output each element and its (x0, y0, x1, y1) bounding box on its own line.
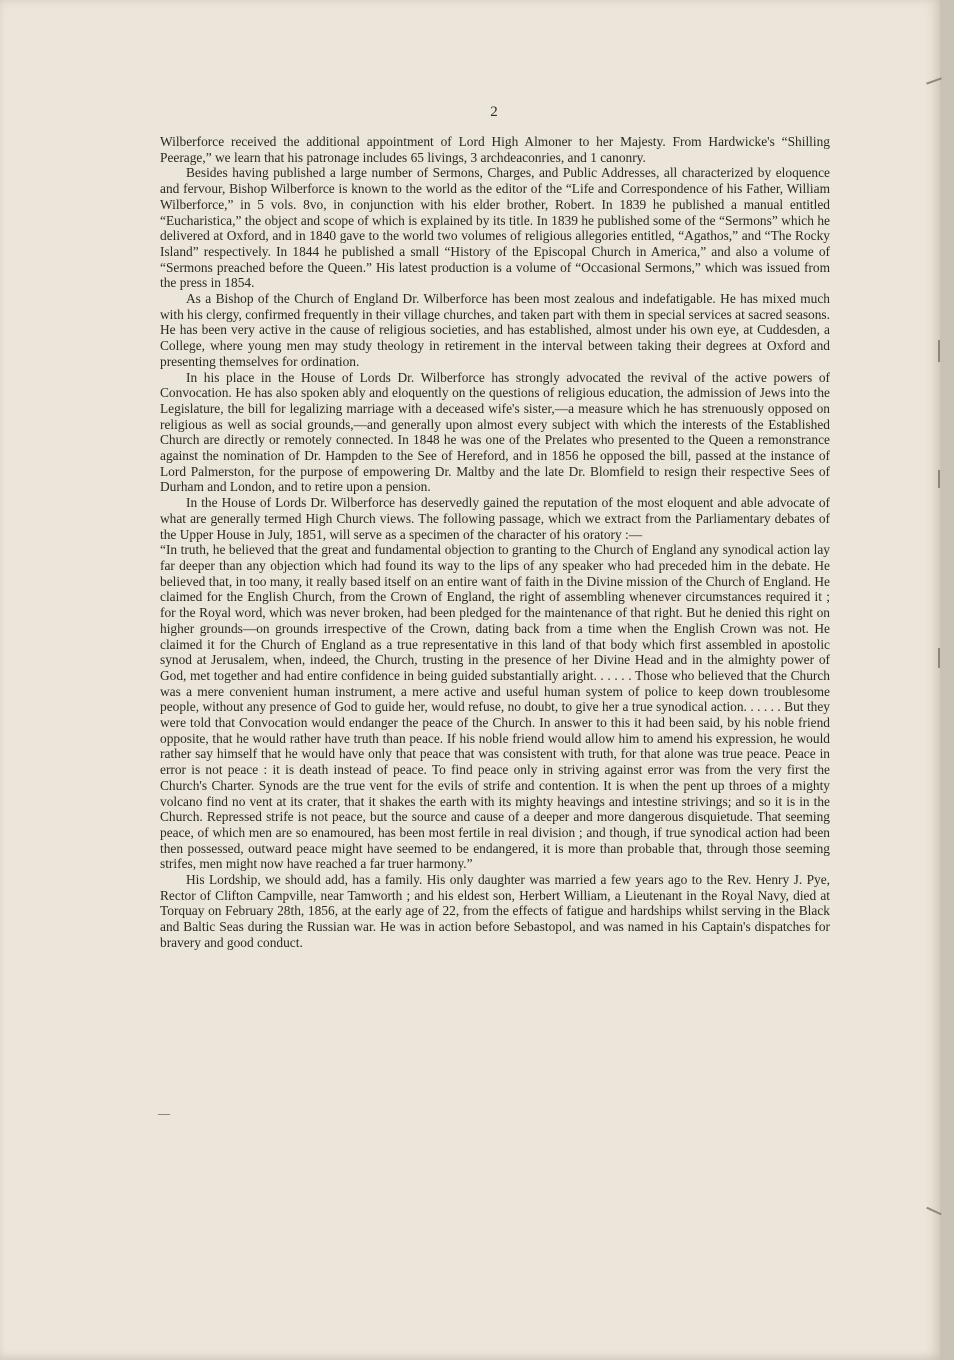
paragraph: In the House of Lords Dr. Wilberforce has deservedly gained the reputation of the most eloquent and able advocate of what are generally termed High Church views. The following passage, which we extract from the Parliamentary debates of the Upper House in July, 1851, will serve as a specimen of the character of his oratory :— (160, 495, 830, 542)
edge-mark (938, 648, 940, 668)
edge-mark (158, 1114, 170, 1115)
edge-mark (938, 470, 940, 488)
paragraph: Wilberforce received the additional appointment of Lord High Almoner to her Majesty. From Hardwicke's “Shilling Peerage,” we learn that his patronage includes 65 livings, 3 archdeaconries, and 1 canonry. (160, 134, 830, 165)
paragraph: As a Bishop of the Church of England Dr. Wilberforce has been most zealous and indefatigable. He has mixed much with his clergy, confirmed frequently in their village churches, and taken part with them in special services at sacred seasons. He has been very active in the cause of religious societies, and has established, almost under his own eye, at Cuddesden, a College, where young men may study theology in retirement in the interval between taking their degrees at Oxford and presenting themselves for ordination. (160, 291, 830, 369)
paragraph: In his place in the House of Lords Dr. Wilberforce has strongly advocated the revival of the active powers of Convocation. He has also spoken ably and eloquently on the questions of religious education, the admission of Jews into the Legislature, the bill for legalizing marriage with a deceased wife's sister,—a measure which he has strenuously opposed on religious as well as social grounds,—and generally upon almost every subject with which the interests of the Established Church are directly or remotely connected. In 1848 he was one of the Prelates who presented to the Queen a remonstrance against the nomination of Dr. Hampden to the See of Hereford, and in 1856 he opposed the bill, passed at the instance of Lord Palmerston, for the purpose of empowering Dr. Maltby and the late Dr. Blomfield to resign their respective Sees of Durham and London, and to retire upon a pension. (160, 369, 830, 495)
quoted-speech: “In truth, he believed that the great and fundamental objection to granting to the Church of England any synodical action lay far deeper than any objection which had found its way to the lips of any speaker who had preceded him in the debate. He believed that, in too many, it really based itself on an entire want of faith in the Divine mission of the Church of England. He claimed for the English Church, from the Crown of England, the right of assembling whenever circumstances required it ; for the Royal word, which was never broken, had been pledged for the maintenance of that right. But he denied this right on higher grounds—on grounds irrespective of the Crown, dating back from a time when the English Crown was not. He claimed it for the Church of England as a true representative in this land of that body which first assembled in apostolic synod at Jerusalem, when, indeed, the Church, trusting in the presence of her Divine Head and in the almighty power of God, met together and had entire confidence in being guided substantially aright. . . . . . Those who believed that the Church was a mere convenient human instrument, a mere active and useful human system of police to keep down troublesome people, without any presence of God to guide her, would refuse, no doubt, to give her a true synodical action. . . . . . But they were told that Convocation would endanger the peace of the Church. In answer to this it had been said, by his noble friend opposite, that he would rather have truth than peace. If his noble friend would allow him to amend his expression, he would rather say himself that he would have only that peace that was consistent with truth, for that alone was true peace. Peace in error is not peace : it is death instead of peace. To find peace only in striving against error was from the very first the Church's Charter. Synods are the true vent for the evils of strife and contention. It is when the pent up throes of a mighty volcano find no vent at its crater, that it shakes the earth with its mighty heavings and intestine strivings; and so it is in the Church. Repressed strife is not peace, but the source and cause of a deeper and more dangerous disquietude. That seeming peace, of which men are so enamoured, has been most fertile in real division ; and though, if true synodical action had been then possessed, outward peace might have seemed to be endangered, it is more than probable that, through those seeming strifes, men might now have reached a far truer harmony.” (160, 542, 830, 872)
page-number: 2 (490, 104, 498, 120)
article-body (160, 134, 830, 951)
page-edge (940, 0, 954, 1360)
paragraph: Besides having published a large number of Sermons, Charges, and Public Addresses, all characterized by eloquence and fervour, Bishop Wilberforce is known to the world as the editor of the “Life and Correspondence of his Father, William Wilberforce,” in 5 vols. 8vo, in conjunction with his elder brother, Robert. In 1839 he published a manual entitled “Eucharistica,” the object and scope of which is explained by its title. In 1839 he published some of the “Sermons” which he delivered at Oxford, and in 1840 gave to the world two volumes of religious allegories entitled, “Agathos,” and “The Rocky Island” respectively. In 1844 he published a small “History of the Episcopal Church in America,” and also a volume of “Sermons preached before the Queen.” His latest production is a volume of “Occasional Sermons,” which was issued from the press in 1854. (160, 165, 830, 291)
paragraph: His Lordship, we should add, has a family. His only daughter was married a few years ago to the Rev. Henry J. Pye, Rector of Clifton Campville, near Tamworth ; and his eldest son, Herbert William, a Lieutenant in the Royal Navy, died at Torquay on February 28th, 1856, at the early age of 22, from the effects of fatigue and hardships whilst serving in the Black and Baltic Seas during the Russian war. He was in action before Sebastopol, and was named in his Captain's dispatches for bravery and good conduct. (160, 872, 830, 950)
edge-mark (938, 340, 940, 362)
